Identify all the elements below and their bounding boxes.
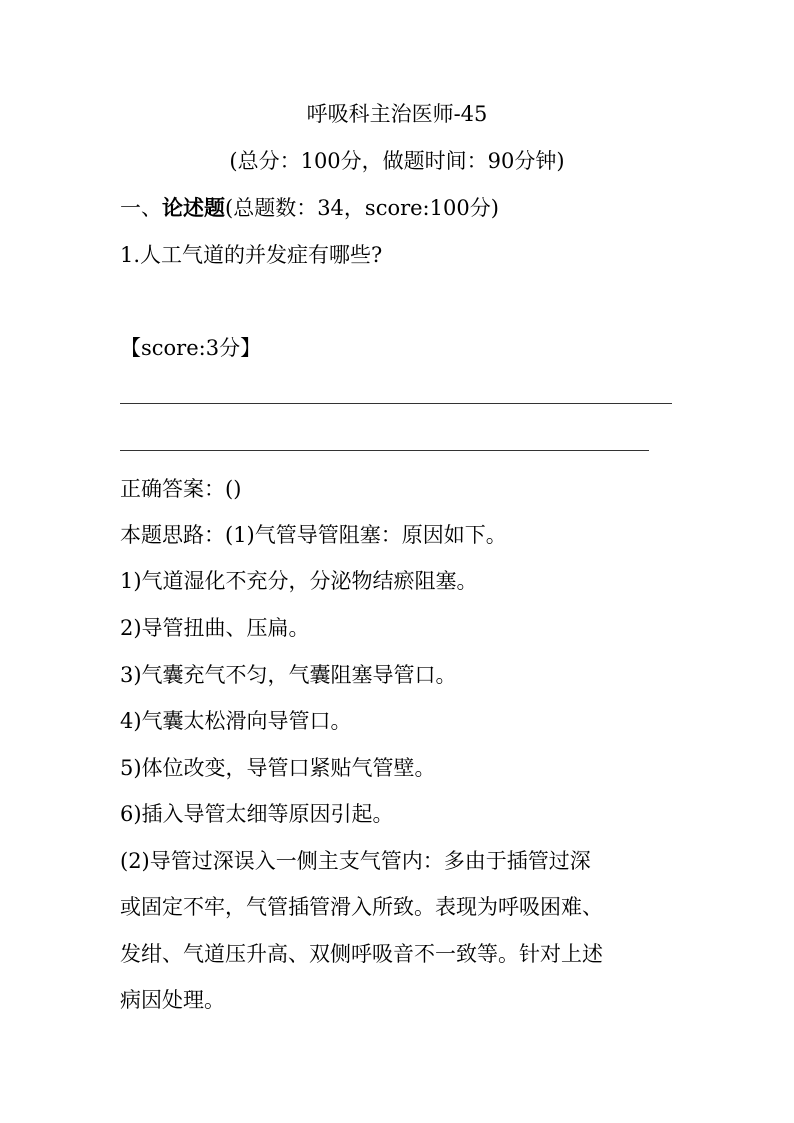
- answer-blank-line-2: [120, 450, 649, 451]
- explanation-line: 4)气囊太松滑向导管口。: [120, 709, 352, 733]
- answer-label: 正确答案：(): [120, 477, 242, 501]
- explanation-line: (2)导管过深误入一侧主支气管内：多由于插管过深: [120, 849, 591, 873]
- explanation-line: 5)体位改变，导管口紧贴气管壁。: [120, 756, 436, 780]
- explanation-line: 2)导管扭曲、压扁。: [120, 616, 310, 640]
- explanation-line: 或固定不牢，气管插管滑入所致。表现为呼吸困难、: [120, 895, 603, 919]
- explanation-line: 本题思路：(1)气管导管阻塞：原因如下。: [120, 523, 507, 547]
- section-name: 论述题: [162, 195, 225, 220]
- section-heading: [120, 194, 499, 222]
- section-number: 一、: [120, 196, 162, 220]
- answer-blank-line-1: [120, 403, 672, 404]
- explanation-line: 3)气囊充气不匀，气囊阻塞导管口。: [120, 663, 457, 687]
- explanation-line: 1)气道湿化不充分，分泌物结瘀阻塞。: [120, 569, 478, 593]
- section-meta: (总题数：34，score:100分): [225, 196, 499, 220]
- explanation-line: 6)插入导管太细等原因引起。: [120, 802, 394, 826]
- doc-subtitle: (总分：100分，做题时间：90分钟): [229, 149, 565, 173]
- explanation-line: 病因处理。: [120, 988, 225, 1012]
- explanation-line: 发绀、气道压升高、双侧呼吸音不一致等。针对上述: [120, 942, 603, 966]
- doc-title: 呼吸科主治医师-45: [306, 102, 488, 126]
- question-text: 1.人工气道的并发症有哪些?: [120, 243, 383, 267]
- question-score: 【score:3分】: [120, 336, 262, 360]
